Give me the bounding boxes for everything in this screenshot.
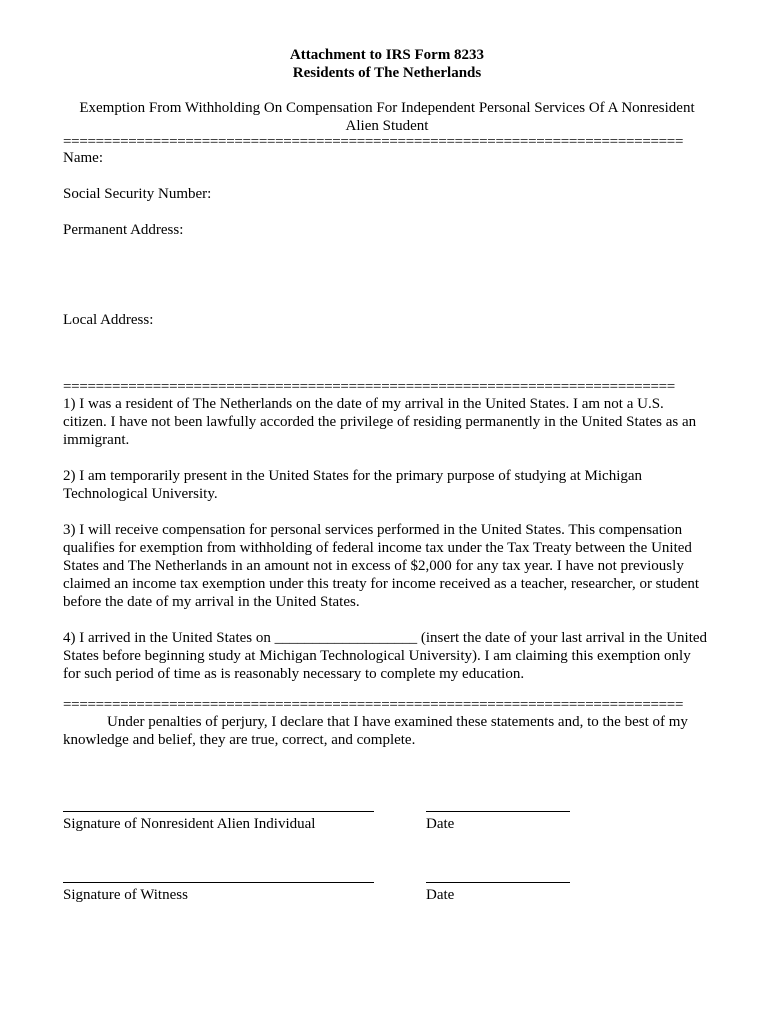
form-title: Attachment to IRS Form 8233	[289, 47, 485, 63]
ssn-field-label: Social Security Number:	[63, 186, 212, 202]
local-address-field-label: Local Address:	[63, 312, 154, 328]
individual-signature-line[interactable]	[63, 811, 374, 812]
statement-2: 2) I am temporarily present in the United States for the primary purpose of studying at Michigan Technological University.	[63, 468, 643, 502]
witness-signature-line[interactable]	[63, 882, 374, 883]
name-field-label: Name:	[63, 150, 103, 166]
permanent-address-field-label: Permanent Address:	[63, 222, 184, 238]
form-page	[63, 46, 711, 749]
form-description-line1: Exemption From Withholding On Compensation For Independent Personal Services Of A Nonresident	[79, 100, 695, 116]
statement-3: 3) I will receive compensation for personal services performed in the United States. This compensation qualifies for exemption from withholding of federal income tax under the Tax Treaty between the United States and The Netherlands in an amount not in excess of $2,000 for any tax year. I have not previously claimed an income tax exemption under this treaty for income received as a teacher, researcher, or student before the date of my arrival in the United States.	[63, 522, 700, 610]
statement-4: 4) I arrived in the United States on ___________________ (insert the date of your last arrival in the United States before beginning study at Michigan Technological University). I am claiming this exemption only for such period of time as is reasonably necessary to complete my education.	[63, 630, 708, 682]
individual-date-line[interactable]	[426, 811, 570, 812]
perjury-declaration: Under penalties of perjury, I declare that I have examined these statements and, to the best of my knowledge and belief, they are true, correct, and complete.	[63, 714, 688, 748]
witness-signature-label: Signature of Witness	[63, 887, 188, 903]
divider-bottom: ============================================================================	[63, 700, 684, 711]
witness-date-label: Date	[426, 887, 455, 903]
individual-date-label: Date	[426, 816, 455, 832]
form-subtitle-country: Residents of The Netherlands	[292, 65, 482, 81]
divider-top: ============================================================================	[63, 137, 684, 148]
statement-1: 1) I was a resident of The Netherlands on the date of my arrival in the United States. I am not a U.S. citizen. I have not been lawfully accorded the privilege of residing permanently in the United States as an immigrant.	[63, 396, 697, 448]
divider-middle: ===========================================================================	[63, 382, 675, 393]
individual-signature-label: Signature of Nonresident Alien Individual	[63, 816, 316, 832]
witness-date-line[interactable]	[426, 882, 570, 883]
form-description-line2: Alien Student	[345, 118, 429, 134]
